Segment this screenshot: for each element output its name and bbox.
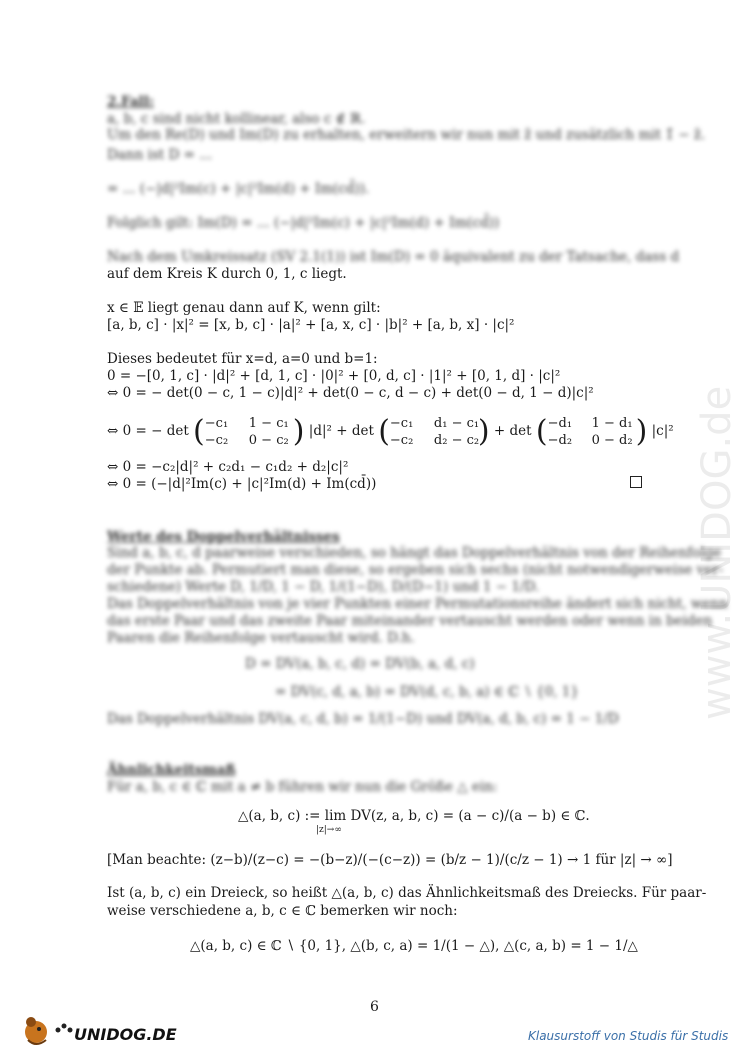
qed-square-icon xyxy=(630,476,642,488)
text-line: Dieses bedeutet für x=d, a=0 und b=1: xyxy=(107,351,378,367)
limit-formula: △(a, b, c) := lim DV(z, a, b, c) = (a − c)/(a − b) ∈ ℂ. xyxy=(238,808,590,824)
text-line: = ... (−|d|²Im(c) + |c|²Im(d) + Im(cd̄)). xyxy=(107,181,370,197)
note-line: [Man beachte: (z−b)/(z−c) = −(b−z)/(−(c−z)) = (b/z − 1)/(c/z − 1) → 1 für |z| → ∞] xyxy=(107,852,673,868)
text-line: a, b, c sind nicht kollinear, also c ∉ ℝ. xyxy=(107,111,366,127)
text-line: Das Doppelverhältnis DV(a, c, d, b) = 1/(1−D) und DV(a, d, b, c) = 1 − 1/D xyxy=(107,711,619,727)
formula-part: |d|² + det xyxy=(308,423,374,439)
formula-line: ⇔ 0 = − det(0 − c, 1 − c)|d|² + det(0 − c, d − c) + det(0 − d, 1 − d)|c|² xyxy=(107,385,594,401)
formula-line: ⇔ 0 = −c₂|d|² + c₂d₁ − c₁d₂ + d₂|c|² xyxy=(107,459,349,475)
text-line: Um den Re(D) und Im(D) zu erhalten, erweitern wir nun mit z̄ und zusätzlich mit 1̄ − z̄. xyxy=(107,127,706,143)
text-line: Dann ist D = ... xyxy=(107,147,213,163)
text-line: Paaren die Reihenfolge vertauscht wird. D.h. xyxy=(107,630,415,646)
formula-part: ⇔ 0 = − det xyxy=(107,423,189,439)
matrix: −c₁ d₁ − c₁ −c₂ d₂ − c₂ xyxy=(389,415,480,448)
formula-part: |c|² xyxy=(651,423,674,439)
text-line: Sind a, b, c, d paarweise verschieden, so hängt das Doppelverhältnis von der Reihenfolge xyxy=(107,545,722,561)
text-line: x ∈ 𝔼 liegt genau dann auf K, wenn gilt: xyxy=(107,300,381,316)
formula-line: 0 = −[0, 1, c] · |d|² + [d, 1, c] · |0|² + [0, d, c] · |1|² + [0, 1, d] · |c|² xyxy=(107,368,561,384)
formula-line: △(a, b, c) ∈ ℂ ∖ {0, 1}, △(b, c, a) = 1/(1 − △), △(c, a, b) = 1 − 1/△ xyxy=(190,938,638,954)
text-line: Für a, b, c ∈ ℂ mit a ≠ b führen wir nun die Größe △ ein: xyxy=(107,779,498,795)
matrix: −c₁ 1 − c₁ −c₂ 0 − c₂ xyxy=(204,415,289,448)
formula-line: [a, b, c] · |x|² = [x, b, c] · |a|² + [a, x, c] · |b|² + [a, b, x] · |c|² xyxy=(107,317,515,333)
text-line: Nach dem Umkreissatz (SV 2.1(1)) ist Im(D) = 0 äquivalent zu der Tatsache, dass d xyxy=(107,249,680,265)
logo-text: UNIDOG.DE xyxy=(74,1025,177,1044)
unidog-logo xyxy=(22,1010,202,1050)
watermark xyxy=(650,265,750,725)
text-line: Folglich gilt: Im(D) = ... (−|d|²Im(c) + |c|²Im(d) + Im(cd̄)) xyxy=(107,215,500,231)
text-line: Das Doppelverhältnis von je vier Punkten einer Permutationsreihe ändert sich nicht, wenn xyxy=(107,596,728,612)
section-heading: Ähnlichkeitsmaß xyxy=(107,762,236,778)
formula-line: D = DV(a, b, c, d) = DV(b, a, d, c) xyxy=(245,656,475,672)
section-heading: 2.Fall: xyxy=(107,94,154,110)
formula-part: + det xyxy=(493,423,532,439)
page-number: 6 xyxy=(370,999,379,1015)
text-line: das erste Paar und das zweite Paar miteinander vertauscht werden oder wenn in beiden xyxy=(107,613,713,629)
limit-subscript: |z|→∞ xyxy=(316,825,342,835)
formula-line: = DV(c, d, a, b) = DV(d, c, b, a) ∈ ℂ ∖ {0, 1} xyxy=(275,684,579,700)
text-line: der Punkte ab. Permutiert man diese, so ergeben sich sechs (nicht notwendigerweise ver- xyxy=(107,562,724,578)
text-line: auf dem Kreis K durch 0, 1, c liegt. xyxy=(107,266,347,282)
text-line: Ist (a, b, c) ein Dreieck, so heißt △(a, b, c) das Ähnlichkeitsmaß des Dreiecks. Für paar- xyxy=(107,885,707,901)
formula-line: ⇔ 0 = (−|d|²Im(c) + |c|²Im(d) + Im(cd̄)) xyxy=(107,476,377,492)
watermark-text: www.UNIDOG.de xyxy=(694,385,740,720)
section-heading: Werte des Doppelverhältnisses xyxy=(107,529,340,545)
text-line: schiedene) Werte D, 1/D, 1 − D, 1/(1−D), D/(D−1) und 1 − 1/D. xyxy=(107,579,540,595)
matrix-formula-line: ⇔ 0 = − det (−c₁ 1 − c₁ −c₂ 0 − c₂ ) |d|² + det (−c₁ d₁ − c₁ −c₂ d₂ − c₂) + det (−d₁ 1 − d₁ −d₂ 0 − d₂ ) |c|² xyxy=(107,413,674,449)
matrix: −d₁ 1 − d₁ −d₂ 0 − d₂ xyxy=(547,415,633,448)
text-line: weise verschiedene a, b, c ∈ ℂ bemerken wir noch: xyxy=(107,903,458,919)
footer-tagline: Klausurstoff von Studis für Studis xyxy=(528,1029,729,1043)
